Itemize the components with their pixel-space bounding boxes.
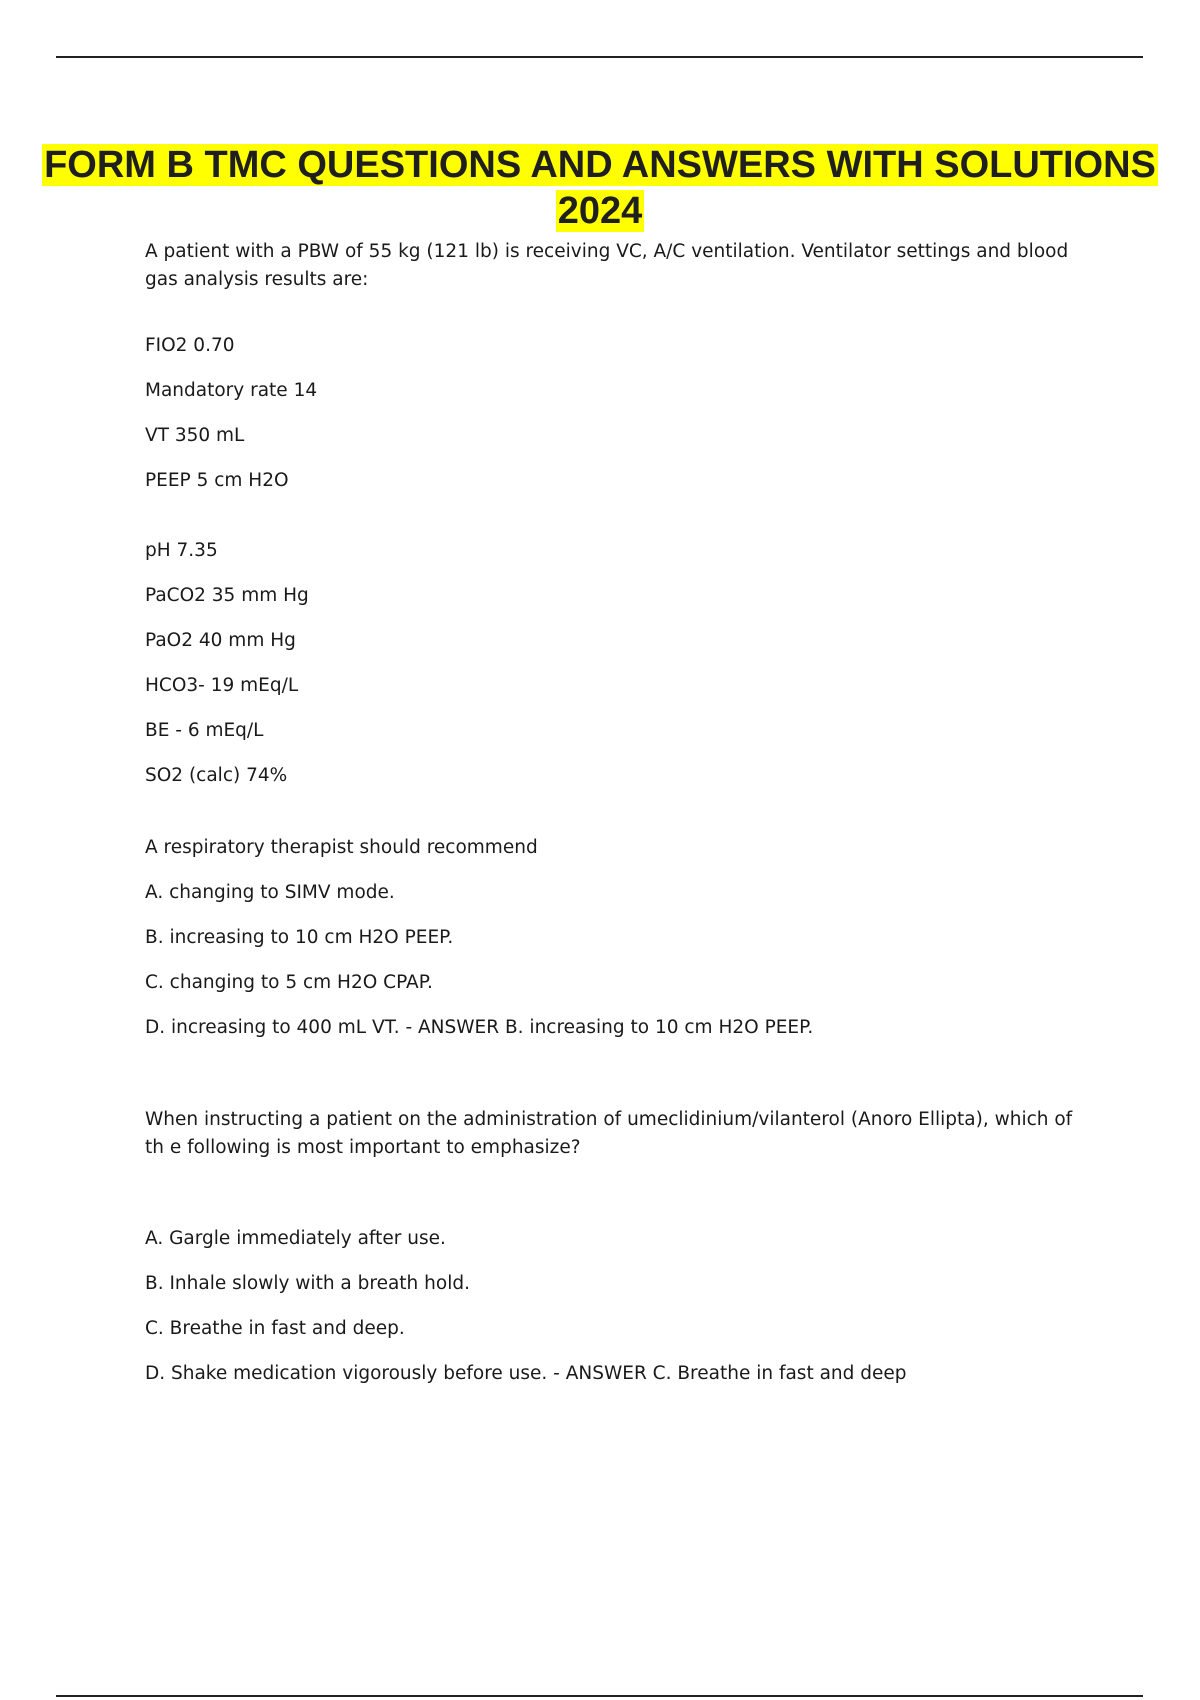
result-ph: pH 7.35: [145, 540, 218, 561]
title-highlight: FORM B TMC QUESTIONS AND ANSWERS WITH SOLUTIONS 2024: [44, 144, 1156, 232]
blood-gas-results: [145, 537, 1080, 790]
setting-fio2: FIO2 0.70: [145, 335, 235, 356]
setting-mandatory-rate: Mandatory rate 14: [145, 380, 318, 401]
setting-peep: PEEP 5 cm H2O: [145, 470, 289, 491]
q1-option-b: B. increasing to 10 cm H2O PEEP.: [145, 927, 454, 948]
question-1-options: [145, 879, 1080, 1042]
result-so2: SO2 (calc) 74%: [145, 765, 288, 786]
result-pao2: PaO2 40 mm Hg: [145, 630, 296, 651]
q1-option-c: C. changing to 5 cm H2O CPAP.: [145, 972, 433, 993]
q1-option-d-answer: D. increasing to 400 mL VT. - ANSWER B. increasing to 10 cm H2O PEEP.: [145, 1017, 814, 1038]
ventilator-settings: [145, 332, 1080, 495]
question-1-prompt: A respiratory therapist should recommend: [145, 837, 538, 858]
result-paco2: PaCO2 35 mm Hg: [145, 585, 309, 606]
q1-option-a: A. changing to SIMV mode.: [145, 882, 395, 903]
result-be: BE - 6 mEq/L: [145, 720, 264, 741]
document-title: [0, 142, 1200, 234]
setting-vt: VT 350 mL: [145, 425, 245, 446]
document-body: [145, 238, 1080, 1388]
question-1-stem: A patient with a PBW of 55 kg (121 lb) is receiving VC, A/C ventilation. Ventilator settings and blood gas analysis results are:: [145, 241, 1069, 290]
question-2-stem: When instructing a patient on the administration of umeclidinium/vilanterol (Anoro Ellipta), which of th e following is most important to emphasize?: [145, 1109, 1073, 1158]
q2-option-a: A. Gargle immediately after use.: [145, 1228, 446, 1249]
q2-option-b: B. Inhale slowly with a breath hold.: [145, 1273, 470, 1294]
result-hco3: HCO3- 19 mEq/L: [145, 675, 299, 696]
footer-rule: [56, 1695, 1143, 1697]
q2-option-c: C. Breathe in fast and deep.: [145, 1318, 405, 1339]
question-2-options: [145, 1225, 1080, 1388]
q2-option-d-answer: D. Shake medication vigorously before use. - ANSWER C. Breathe in fast and deep: [145, 1363, 907, 1384]
header-rule: [56, 56, 1143, 58]
